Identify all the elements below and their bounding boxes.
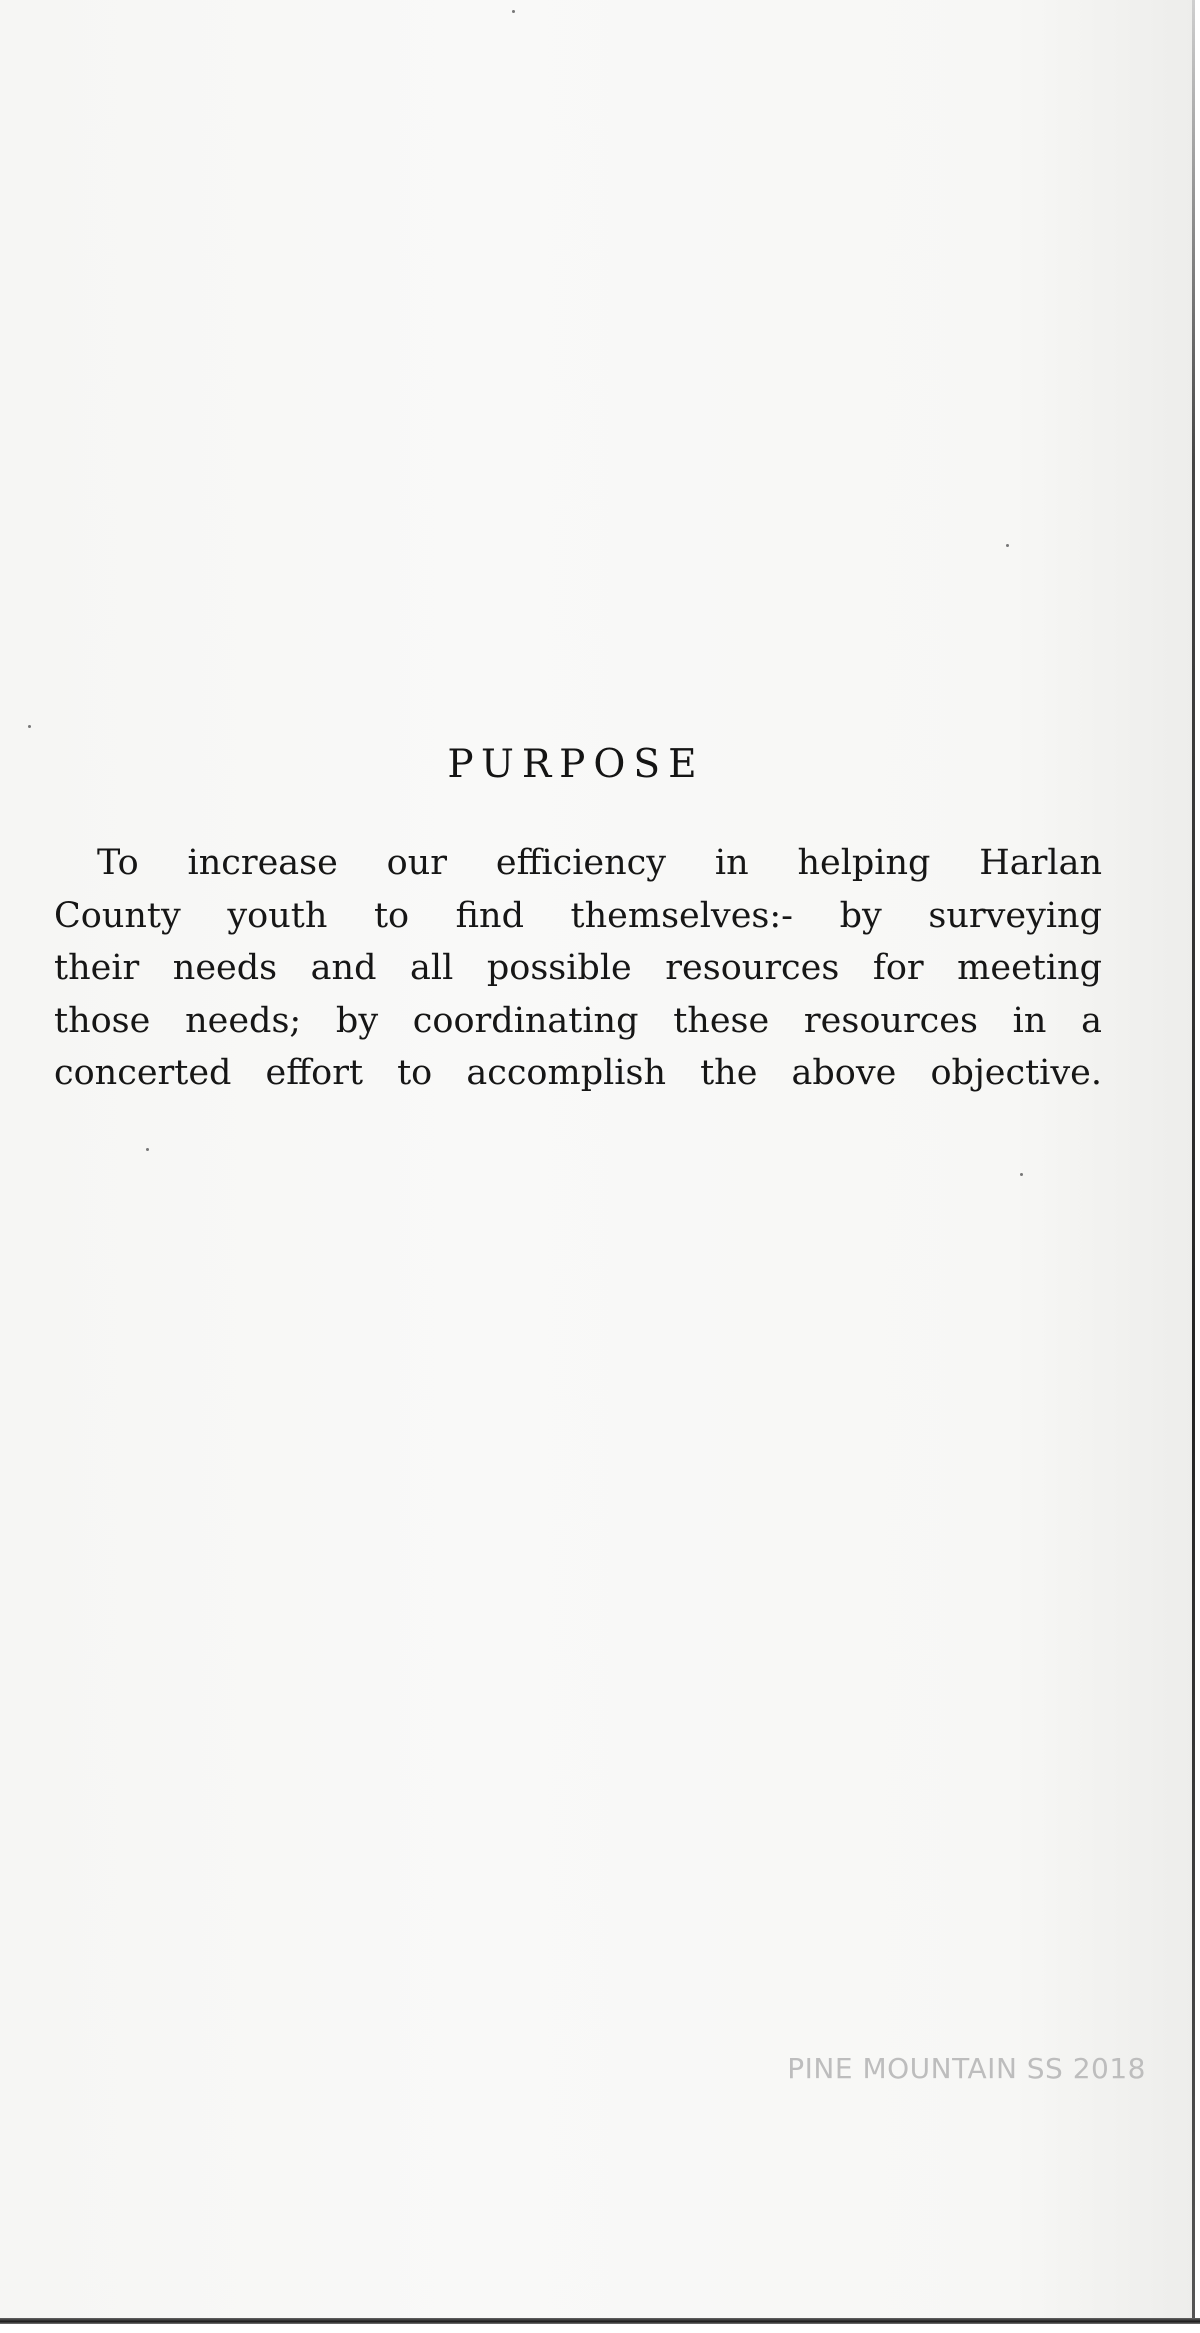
paper-speck <box>1006 544 1009 547</box>
paper-speck <box>512 10 515 13</box>
paragraph-line: concerted effort to accomplish the above objective. <box>54 1053 1102 1093</box>
paragraph-line: County youth to find themselves:- by surveying <box>54 895 1102 936</box>
page-edge-bottom <box>0 2318 1200 2324</box>
paragraph-line: their needs and all possible resources for meeting <box>54 948 1102 988</box>
purpose-paragraph <box>54 837 1102 1100</box>
paper-speck <box>1020 1173 1023 1176</box>
paragraph-line: To increase our efficiency in helping Harlan <box>97 843 1102 883</box>
page-heading: PURPOSE <box>447 742 705 787</box>
paper-speck <box>28 725 31 728</box>
page-edge-right <box>1192 0 1195 2322</box>
watermark-text: PINE MOUNTAIN SS 2018 <box>787 2052 1146 2085</box>
paragraph-line: those needs; by coordinating these resources in a <box>54 1000 1102 1041</box>
paper-speck <box>146 1148 149 1151</box>
